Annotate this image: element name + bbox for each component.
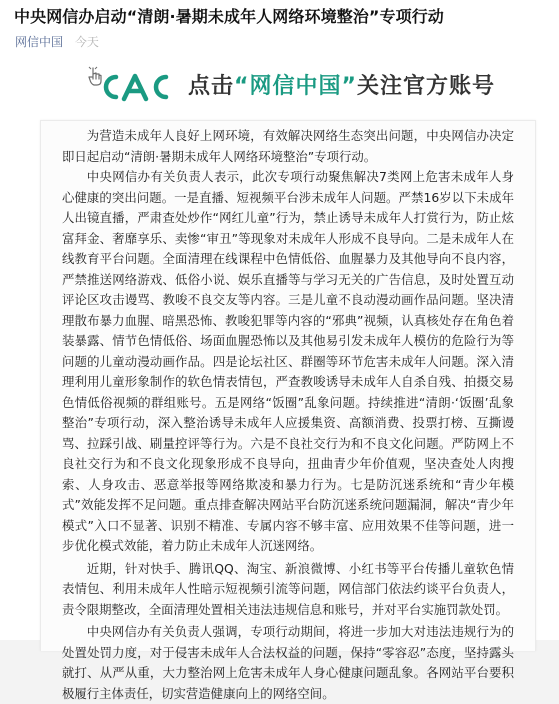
author-link[interactable]: 网信中国 bbox=[15, 35, 64, 49]
doc-paragraph-4: 中央网信办有关负责人强调，专项行动期间，将进一步加大对违法违规行为的处置处罚力度，对于侵害未成年人合法权益的问题，保持“零容忍”态度，坚持露头就打、从严从重，大力整治网上危害未成年人身心健康问题乱象。各网站平台要积极履行主体责任，切实营造健康向上的网络空间。 bbox=[62, 624, 514, 701]
banner-text bbox=[188, 72, 548, 102]
banner-suffix: 关注官方账号 bbox=[356, 74, 495, 99]
doc-paragraph-1: 为营造未成年人良好上网环境，有效解决网络生态突出问题，中央网信办决定即日起启动“清朗·暑期未成年人网络环境整治”专项行动。 bbox=[62, 128, 514, 164]
publish-date: 今天 bbox=[74, 35, 99, 49]
banner-prefix: 点击 bbox=[188, 74, 235, 99]
document-body bbox=[62, 126, 514, 704]
doc-paragraph-2: 中央网信办有关负责人表示，此次专项行动聚焦解决7类网上危害未成年人身心健康的突出问题。一是直播、短视频平台涉未成年人问题。严禁16岁以下未成年人出镜直播，严肃查处炒作“网红儿童”行为，禁止诱导未成年人打赏行为，防止炫富拜金、奢靡享乐、卖惨“审丑”等现象对未成年人形成不良导向。二是未成年人在线教育平台问题。全面清理在线课程中色情低俗、血腥暴力及其他导向不良内容，严禁推送网络游戏、低俗小说、娱乐直播等与学习无关的广告信息，及时处置互动评论区攻击谩骂、教唆不良交友等内容。三是儿童不良动漫动画作品问题。坚决清理散布暴力血腥、暗黑恐怖、教唆犯罪等内容的“邪典”视频，认真核处存在角色着装暴露、情节色情低俗、场面血腥恐怖以及其他易引发未成年人模仿的危险行为等问题的儿童动漫动画作品。四是论坛社区、群圈等环节危害未成年人问题。深入清理利用儿童形象制作的软色情表情包，严查教唆诱导未成年人自杀自残、拍摄交易色情低俗视频的群组账号。五是网络“饭圈”乱象问题。持续推进“清朗·‘饭圈’乱象整治”专项行动，深入整治诱导未成年人应援集资、高额消费、投票打榜、互撕谩骂、拉踩引战、刷量控评等行为。六是不良社交行为和不良文化问题。严防网上不良社交行为和不良文化现象形成不良导向，扭曲青少年价值观，坚决查处人肉搜索、人身攻击、恶意举报等网络欺凌和暴力行为。七是防沉迷系统和“青少年模式”效能发挥不足问题。重点排查解决网站平台防沉迷系统问题漏洞，解决“青少年模式”入口不显著、识别不精准、专属内容不够丰富、应用效果不佳等问题，进一步优化模式效能，着力防止未成年人沉迷网络。 bbox=[62, 169, 514, 553]
article-meta bbox=[15, 34, 99, 50]
article-title: 中央网信办启动“清朗·暑期未成年人网络环境整治”专项行动 bbox=[14, 7, 444, 26]
doc-paragraph-3: 近期，针对快手、腾讯QQ、淘宝、新浪微博、小红书等平台传播儿童软色情表情包、利用未成年人性暗示短视频引流等问题，网信部门依法约谈平台负责人，责令限期整改，全面清理处置相关违法违规信息和账号，并对平台实施罚款处罚。 bbox=[62, 560, 514, 617]
cac-logo bbox=[102, 72, 180, 102]
banner-highlight: “网信中国” bbox=[234, 74, 357, 99]
